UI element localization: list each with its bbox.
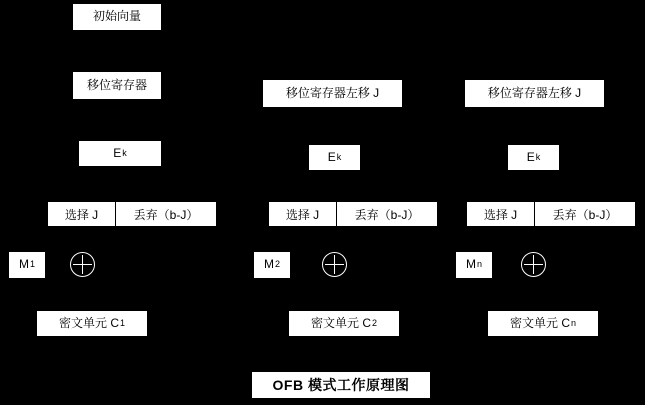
encrypt-subscript-2: k	[336, 151, 342, 162]
encrypt-box-1	[78, 140, 162, 167]
select-cell-2	[269, 202, 337, 226]
plaintext-label-2: M	[263, 257, 274, 272]
shift-register-box-1	[72, 71, 162, 100]
ciphertext-label-1: 密文单元 C	[58, 315, 119, 330]
plaintext-subscript-3: n	[476, 259, 482, 270]
encrypt-box-2	[308, 144, 361, 171]
xor-operator-3	[521, 252, 546, 277]
ciphertext-label-3: 密文单元 C	[509, 315, 570, 330]
discard-cell-3	[535, 202, 635, 226]
encrypt-label-3: E	[526, 149, 535, 164]
discard-label-1: 丢弃（b-J）	[133, 207, 199, 222]
xor-operator-1	[70, 252, 95, 277]
plaintext-subscript-1: 1	[29, 259, 35, 270]
initial-vector-label: 初始向量	[92, 9, 141, 24]
encrypt-label-1: E	[113, 145, 122, 160]
plaintext-box-2	[253, 251, 291, 279]
ciphertext-box-1	[36, 310, 148, 337]
shift-register-label-1: 移位寄存器	[86, 77, 147, 92]
shift-register-box-2	[262, 79, 403, 108]
ciphertext-label-2: 密文单元 C	[310, 315, 371, 330]
plaintext-label-1: M	[18, 257, 29, 272]
select-label-1: 选择 J	[64, 207, 99, 222]
ciphertext-box-2	[288, 310, 400, 337]
select-cell-3	[467, 202, 535, 226]
encrypt-label-2: E	[327, 149, 336, 164]
select-label-3: 选择 J	[483, 207, 518, 222]
discard-label-3: 丢弃（b-J）	[552, 207, 618, 222]
shift-register-label-2: 移位寄存器左移 J	[285, 85, 380, 100]
select-discard-box-1	[47, 201, 217, 227]
encrypt-subscript-1: k	[122, 147, 127, 158]
plaintext-subscript-2: 2	[274, 259, 280, 270]
shift-register-box-3	[464, 79, 605, 108]
plaintext-box-1	[8, 251, 46, 279]
plaintext-box-3	[455, 251, 493, 279]
ciphertext-subscript-3: n	[571, 317, 577, 328]
ciphertext-subscript-2: 2	[372, 317, 378, 328]
select-discard-box-3	[466, 201, 636, 227]
select-label-2: 选择 J	[285, 207, 320, 222]
diagram-title-label: OFB 模式工作原理图	[272, 377, 410, 393]
select-discard-box-2	[268, 201, 438, 227]
discard-cell-1	[116, 202, 216, 226]
shift-register-label-3: 移位寄存器左移 J	[487, 85, 582, 100]
ciphertext-subscript-1: 1	[120, 317, 126, 328]
discard-cell-2	[337, 202, 437, 226]
encrypt-subscript-3: k	[535, 151, 541, 162]
ciphertext-box-3	[487, 310, 599, 337]
encrypt-box-3	[507, 144, 560, 171]
discard-label-2: 丢弃（b-J）	[354, 207, 420, 222]
plaintext-label-3: M	[465, 257, 476, 272]
diagram-title	[251, 371, 431, 399]
select-cell-1	[48, 202, 116, 226]
initial-vector-box	[72, 3, 162, 31]
xor-operator-2	[322, 252, 347, 277]
